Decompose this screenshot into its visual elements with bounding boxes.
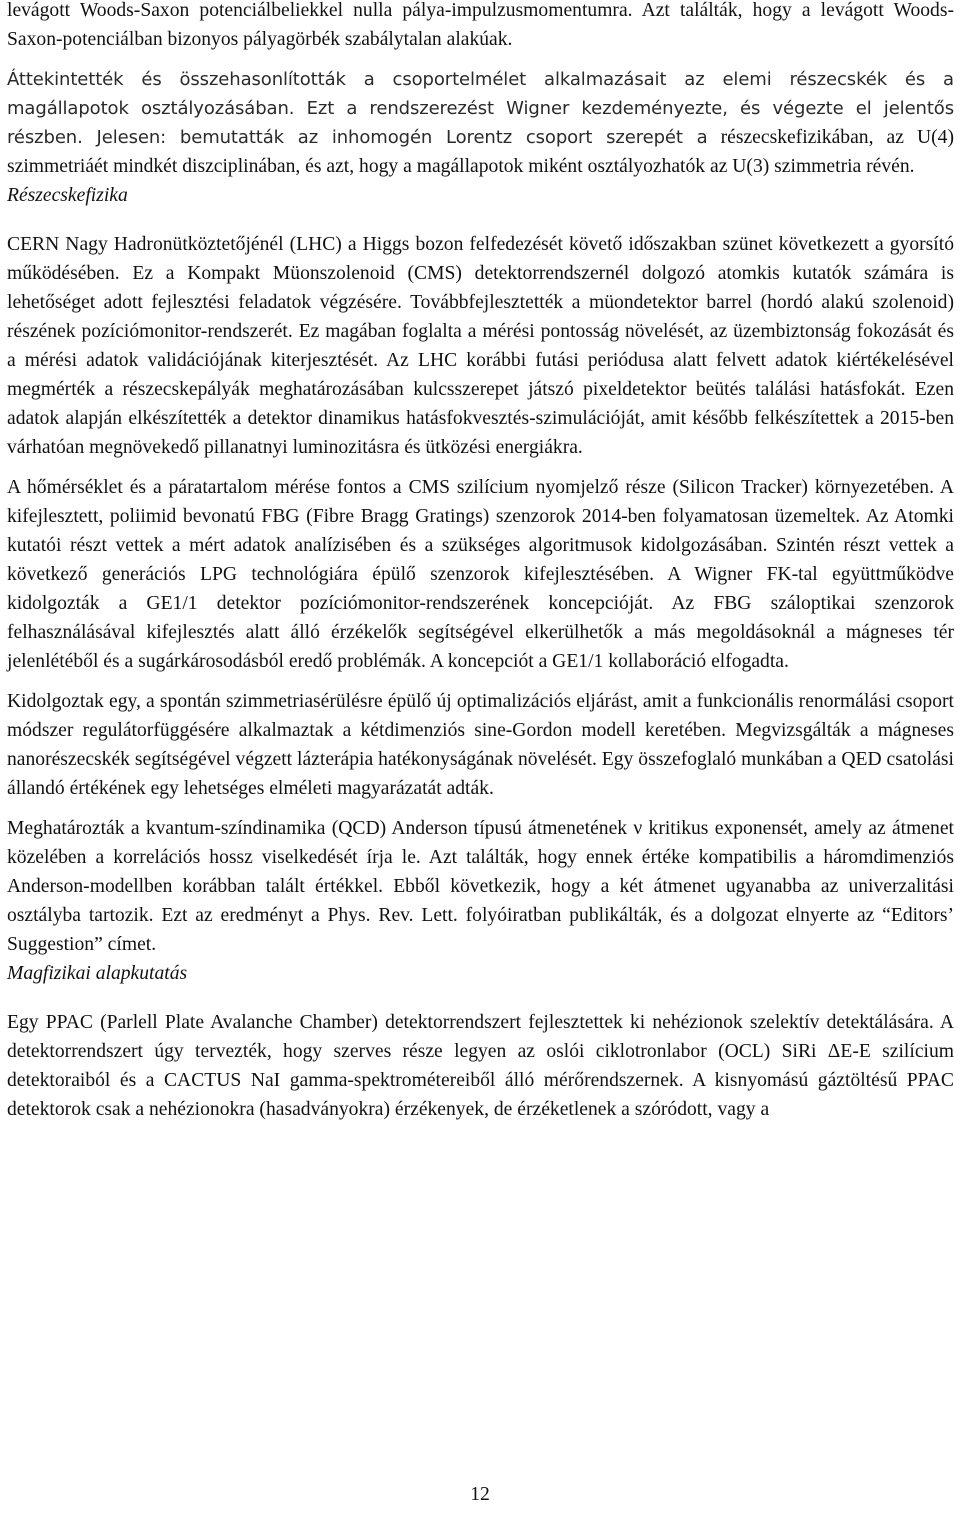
paragraph-woods-saxon: levágott Woods-Saxon potenciálbeliekkel nulla pálya-impulzusmomentumra. Azt találták, hogy a levágott Woods-Saxon-potenciálban bizonyos pályagörbék szabálytalan alakúak. <box>7 0 954 50</box>
document-page <box>7 0 954 1124</box>
page-number: 12 <box>470 1484 490 1505</box>
paragraph-group-theory <box>7 65 954 181</box>
paragraph-symmetry-breaking: Kidolgoztak egy, a spontán szimmetriasérülésre épülő új optimalizációs eljárást, amit a funkcionális renormálási csoport módszer regulátorfüggésére alkalmaztak a kétdimenziós sine-Gordon modell keretében. Megvizsgálták a mágneses nanorészecskék segítségével végzett lázterápia hatékonyságának növelését. Egy összefoglaló munkában a QED csatolási állandó értékének egy lehetséges elméleti magyarázatát adták. <box>7 691 954 799</box>
paragraph-group-theory-serif-part: részecskefizikában, az U(4) szimmetriáét mindkét diszciplinában, és azt, hogy a magállapotok miként osztályozhatók az U(3) szimmetria révén. <box>7 127 954 177</box>
section-heading-particle-physics: Részecskefizika <box>7 185 128 206</box>
paragraph-group-theory-sans-part: Áttekintették és összehasonlították a csoportelmélet alkalmazásait az elemi részecskék és a magállapotok osztályozásában. Ezt a rendszerezést Wigner kezdeményezte, és végezte el jelentős részben. Jelesen: bemutatták az inhomogén Lorentz csoport szerepét a <box>7 69 954 148</box>
section-heading-nuclear-basic-research: Magfizikai alapkutatás <box>7 963 188 984</box>
paragraph-qcd-anderson: Meghatározták a kvantum-színdinamika (QCD) Anderson típusú átmenetének ν kritikus exponensét, amely az átmenet közelében a korrelációs hossz viselkedését írja le. Azt találták, hogy ennek értéke kompatibilis a háromdimenziós Anderson-modellben korábban talált értékkel. Ebből következik, hogy a két átmenet ugyanabba az univerzalitási osztályba tartozik. Ezt az eredményt a Phys. Rev. Lett. folyóiratban publikálták, és a dolgozat elnyerte az “Editors’ Suggestion” címet. <box>7 818 954 955</box>
paragraph-ppac-detector: Egy PPAC (Parlell Plate Avalanche Chamber) detektorrendszert fejlesztettek ki nehézionok szelektív detektálására. A detektorrendszert úgy tervezték, hogy szerves része legyen az oslói ciklotronlabor (OCL) SiRi ΔE-E szilícium detektoraiból és a CACTUS NaI gamma-spektrométereiből álló mérőrendszernek. A kisnyomású gáztöltésű PPAC detektorok csak a nehézionokra (hasadványokra) érzékenyek, de érzéketlenek a szóródott, vagy a <box>7 1012 954 1120</box>
paragraph-cern-lhc: CERN Nagy Hadronütköztetőjénél (LHC) a Higgs bozon felfedezését követő időszakban szünet következett a gyorsító működésében. Ez a Kompakt Müonszolenoid (CMS) detektorrendszernél dolgozó atomkis kutatók számára is lehetőséget adott fejlesztési feladatok végzésére. Továbbfejlesztették a müondetektor barrel (hordó alakú szolenoid) részének pozíciómonitor-rendszerét. Ez magában foglalta a mérési pontosság növelését, az üzembiztonság fokozását és a mérési adatok validációjának kiterjesztését. Az LHC korábbi futási periódusa alatt felvett adatok kiértékelésével megmérték a részecskepályák meghatározásában kulcsszerepet játszó pixeldetektor beütés találási hatásfokát. Ezen adatok alapján elkészítették a detektor dinamikus hatásfokvesztés-szimulációját, amit később felkészítettek a 2015-ben várhatóan megnövekedő pillanatnyi luminozitásra és ütközési energiákra. <box>7 234 954 458</box>
paragraph-cms-tracker-sensors: A hőmérséklet és a páratartalom mérése fontos a CMS szilícium nyomjelző része (Silicon Tracker) környezetében. A kifejlesztett, poliimid bevonatú FBG (Fibre Bragg Gratings) szenzorok 2014-ben folyamatosan üzemeltek. Az Atomki kutatói részt vettek a mért adatok analízisében és a szükséges algoritmusok kidolgozásában. Szintén részt vettek a következő generációs LPG technológiára épülő szenzorok kifejlesztésében. A Wigner FK-tal együttműködve kidolgozták a GE1/1 detektor pozíciómonitor-rendszerének koncepcióját. Az FBG száloptikai szenzorok felhasználásával kifejlesztés alatt álló érzékelők segítségével elkerülhetők a más megoldásoknál a mágneses tér jelenlétéből és a sugárkárosodásból eredő problémák. A koncepciót a GE1/1 kollaboráció elfogadta. <box>7 477 954 672</box>
